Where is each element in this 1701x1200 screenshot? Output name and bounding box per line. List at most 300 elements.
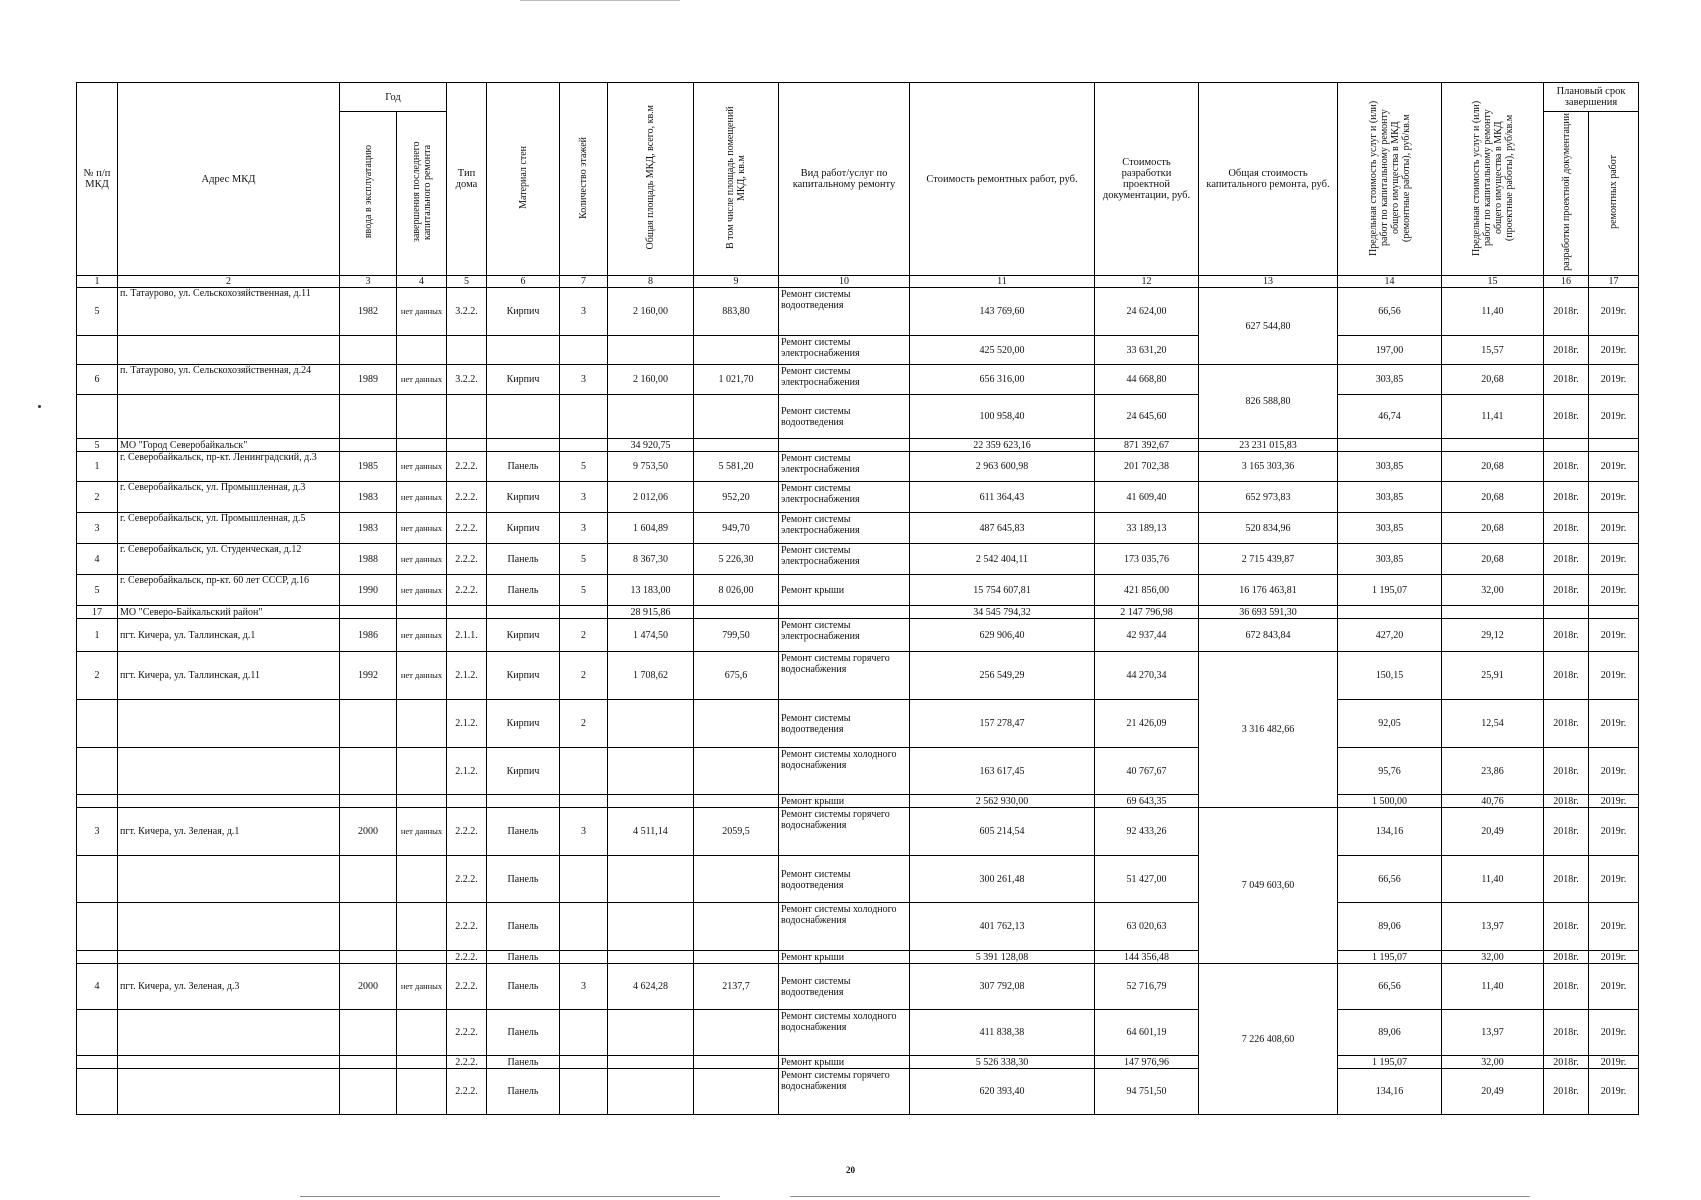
cell-type: 2.2.2. [447,1069,487,1115]
cell-design-cost: 24 624,00 [1095,288,1199,336]
cell-deadline-repair: 2019г. [1589,336,1639,365]
cell-type [447,795,487,808]
cell-premises: 952,20 [694,482,779,513]
cell-limit-repair: 46,74 [1338,395,1442,439]
cell-repair-cost: 411 838,38 [910,1010,1095,1056]
cell-deadline-repair: 2019г. [1589,808,1639,856]
cell-floors [560,903,608,951]
cell-premises [694,1069,779,1115]
cell-repair-cost: 629 906,40 [910,619,1095,652]
cell-area: 2 160,00 [608,365,694,395]
cell-design-cost: 63 020,63 [1095,903,1199,951]
cell-type: 2.2.2. [447,1056,487,1069]
cell-deadline-design: 2018г. [1544,452,1589,482]
cell-year-repair [397,1056,447,1069]
cell-design-cost: 24 645,60 [1095,395,1199,439]
cell-work: Ремонт системы горячего водоснабжения [779,1069,910,1115]
cell-repair-cost: 401 762,13 [910,903,1095,951]
table-row [77,365,1639,395]
cell-repair-cost: 620 393,40 [910,1069,1095,1115]
cell-premises: 949,70 [694,513,779,544]
cell-floors [560,1056,608,1069]
cell-deadline-repair: 2019г. [1589,1010,1639,1056]
cell-deadline-design: 2018г. [1544,652,1589,700]
col-deadline-header: Плановый срок завершения [1544,83,1639,112]
cell-work: Ремонт крыши [779,795,910,808]
cell-num [77,1056,118,1069]
cell-year [340,1056,397,1069]
cell-material: Панель [487,1069,560,1115]
cell-repair-cost: 307 792,08 [910,964,1095,1010]
cell-work: Ремонт крыши [779,1056,910,1069]
col-repair-cost-header: Стоимость ремонтных работ, руб. [910,83,1095,276]
cell-total-cost: 7 226 408,60 [1199,964,1338,1115]
cell-floors: 3 [560,513,608,544]
cell-design-cost: 21 426,09 [1095,700,1199,748]
cell-num: 6 [77,365,118,395]
cell-premises: 8 026,00 [694,575,779,606]
cell-type: 2.2.2. [447,951,487,964]
cell-num [77,951,118,964]
cell-premises [694,903,779,951]
cell-deadline-repair: 2019г. [1589,951,1639,964]
cell-year [340,951,397,964]
cell-type: 2.1.1. [447,619,487,652]
cell-floors [560,748,608,795]
cell-address [118,336,340,365]
cell-type: 2.1.2. [447,652,487,700]
cell-deadline-design: 2018г. [1544,964,1589,1010]
cell-repair-cost: 157 278,47 [910,700,1095,748]
cell-total-cost: 16 176 463,81 [1199,575,1338,606]
cell-repair-cost: 656 316,00 [910,365,1095,395]
cell-work: Ремонт системы холодного водоснабжения [779,1010,910,1056]
cell-area [608,1010,694,1056]
cell-year-repair: нет данных [397,288,447,336]
cell-premises [694,336,779,365]
cell-type: 2.2.2. [447,856,487,903]
cell-num [77,795,118,808]
cell-num: 3 [77,513,118,544]
cell-area: 2 160,00 [608,288,694,336]
cell-num: 5 [77,288,118,336]
col-total-area-header: Общая площадь МКД, всего, кв.м [608,83,694,276]
group-design-cost: 871 392,67 [1095,439,1199,452]
cell-floors [560,951,608,964]
col-number: 17 [1589,276,1639,288]
column-number-row [77,276,1639,288]
cell-address: п. Татаурово, ул. Сельскохозяйственная, д.11 [118,288,340,336]
cell-year-repair: нет данных [397,482,447,513]
cell-area: 4 624,28 [608,964,694,1010]
cell-deadline-design: 2018г. [1544,808,1589,856]
cell-work: Ремонт системы электроснабжения [779,482,910,513]
cell-deadline-repair: 2019г. [1589,856,1639,903]
cell-deadline-repair: 2019г. [1589,544,1639,575]
cell-type: 2.2.2. [447,808,487,856]
cell-type: 2.2.2. [447,903,487,951]
col-deadline-design-header: разработки проектной документации [1544,112,1589,276]
cell-year-repair: нет данных [397,365,447,395]
table-row [77,452,1639,482]
cell-design-cost: 52 716,79 [1095,964,1199,1010]
cell-type: 2.2.2. [447,575,487,606]
cell-floors: 3 [560,288,608,336]
cell-year: 2000 [340,808,397,856]
cell-design-cost: 41 609,40 [1095,482,1199,513]
cell-work: Ремонт системы электроснабжения [779,619,910,652]
cell-limit-design: 32,00 [1442,951,1544,964]
cell-address [118,748,340,795]
cell-address: пгт. Кичера, ул. Зеленая, д.3 [118,964,340,1010]
cell-floors: 3 [560,365,608,395]
cell-type: 2.2.2. [447,452,487,482]
cell-design-cost: 421 856,00 [1095,575,1199,606]
cell-limit-repair: 1 195,07 [1338,951,1442,964]
cell-deadline-design: 2018г. [1544,700,1589,748]
cell-year [340,748,397,795]
col-number: 5 [447,276,487,288]
cell-work: Ремонт системы холодного водоснабжения [779,903,910,951]
group-row-severobaikalsk [77,439,1639,452]
cell-year [340,903,397,951]
cell-num [77,700,118,748]
cell-address: пгт. Кичера, ул. Зеленая, д.1 [118,808,340,856]
cell-type: 2.1.2. [447,748,487,795]
cell-area: 1 474,50 [608,619,694,652]
table-row [77,964,1639,1010]
cell-repair-cost: 2 963 600,98 [910,452,1095,482]
cell-work: Ремонт системы водоотведения [779,395,910,439]
cell-deadline-design: 2018г. [1544,748,1589,795]
cell-deadline-design: 2018г. [1544,395,1589,439]
group-count: 5 [77,439,118,452]
cell-material [487,395,560,439]
cell-year-repair: нет данных [397,652,447,700]
cell-limit-repair: 66,56 [1338,856,1442,903]
cell-deadline-design: 2018г. [1544,619,1589,652]
cell-floors: 3 [560,482,608,513]
cell-repair-cost: 611 364,43 [910,482,1095,513]
col-number: 13 [1199,276,1338,288]
cell-year-repair [397,1069,447,1115]
cell-num: 4 [77,964,118,1010]
cell-deadline-repair: 2019г. [1589,964,1639,1010]
cell-limit-repair: 134,16 [1338,808,1442,856]
cell-year-repair: нет данных [397,619,447,652]
table-row [77,482,1639,513]
table-row [77,619,1639,652]
cell-deadline-design: 2018г. [1544,482,1589,513]
cell-design-cost: 94 751,50 [1095,1069,1199,1115]
group-name: МО "Город Северобайкальск" [118,439,340,452]
cell-limit-design: 29,12 [1442,619,1544,652]
cell-year: 1990 [340,575,397,606]
cell-deadline-design: 2018г. [1544,365,1589,395]
cell-deadline-repair: 2019г. [1589,652,1639,700]
cell-address [118,856,340,903]
cell-year-repair [397,700,447,748]
cell-year [340,336,397,365]
table-row [77,336,1639,365]
col-wall-header: Материал стен [487,83,560,276]
col-work-type-header: Вид работ/услуг по капитальному ремонту [779,83,910,276]
cell-area: 1 604,89 [608,513,694,544]
scan-dot [38,405,41,408]
cell-num [77,903,118,951]
cell-limit-design: 11,40 [1442,964,1544,1010]
cell-address: г. Северобайкальск, ул. Промышленная, д.5 [118,513,340,544]
cell-deadline-repair: 2019г. [1589,365,1639,395]
cell-type: 2.2.2. [447,544,487,575]
cell-premises [694,700,779,748]
repair-register-table [76,82,1639,1115]
cell-year [340,1069,397,1115]
cell-deadline-repair: 2019г. [1589,619,1639,652]
table-row [77,1056,1639,1069]
cell-area [608,395,694,439]
group-row-severo-baikalsky [77,606,1639,619]
cell-limit-design: 12,54 [1442,700,1544,748]
cell-floors [560,1069,608,1115]
cell-premises: 2059,5 [694,808,779,856]
cell-total-cost: 7 049 603,60 [1199,808,1338,964]
cell-area: 2 012,06 [608,482,694,513]
cell-premises: 1 021,70 [694,365,779,395]
cell-num: 3 [77,808,118,856]
cell-limit-repair: 197,00 [1338,336,1442,365]
cell-num [77,1010,118,1056]
cell-design-cost: 92 433,26 [1095,808,1199,856]
cell-num [77,395,118,439]
cell-material: Панель [487,452,560,482]
cell-premises: 5 226,30 [694,544,779,575]
cell-area [608,903,694,951]
cell-address [118,1069,340,1115]
cell-year-repair [397,1010,447,1056]
cell-repair-cost: 5 391 128,08 [910,951,1095,964]
cell-design-cost: 33 189,13 [1095,513,1199,544]
cell-total-cost: 652 973,83 [1199,482,1338,513]
cell-limit-repair: 95,76 [1338,748,1442,795]
cell-design-cost: 201 702,38 [1095,452,1199,482]
cell-limit-design: 15,57 [1442,336,1544,365]
table-row [77,575,1639,606]
cell-design-cost: 44 270,34 [1095,652,1199,700]
cell-material: Панель [487,951,560,964]
cell-design-cost: 69 643,35 [1095,795,1199,808]
cell-type: 2.1.2. [447,700,487,748]
cell-limit-repair: 303,85 [1338,482,1442,513]
cell-material: Кирпич [487,652,560,700]
cell-area [608,700,694,748]
cell-design-cost: 44 668,80 [1095,365,1199,395]
cell-limit-design: 13,97 [1442,903,1544,951]
header-row-1 [77,83,1639,112]
cell-limit-repair: 303,85 [1338,544,1442,575]
cell-year-repair: нет данных [397,452,447,482]
cell-work: Ремонт системы электроснабжения [779,336,910,365]
cell-year: 1989 [340,365,397,395]
cell-work: Ремонт системы электроснабжения [779,365,910,395]
cell-repair-cost: 2 562 930,00 [910,795,1095,808]
table-row [77,288,1639,336]
cell-repair-cost: 163 617,45 [910,748,1095,795]
cell-limit-design: 20,49 [1442,808,1544,856]
cell-limit-repair: 92,05 [1338,700,1442,748]
cell-year-repair [397,951,447,964]
cell-work: Ремонт системы горячего водоснабжения [779,652,910,700]
cell-year [340,1010,397,1056]
cell-repair-cost: 15 754 607,81 [910,575,1095,606]
cell-floors: 2 [560,652,608,700]
cell-floors [560,336,608,365]
cell-area: 4 511,14 [608,808,694,856]
cell-limit-repair: 303,85 [1338,452,1442,482]
cell-deadline-repair: 2019г. [1589,748,1639,795]
cell-address: пгт. Кичера, ул. Таллинская, д.11 [118,652,340,700]
cell-repair-cost: 2 542 404,11 [910,544,1095,575]
col-number: 15 [1442,276,1544,288]
cell-year-repair [397,903,447,951]
cell-area [608,795,694,808]
col-limit-repair-header: Предельная стоимость услуг и (или) работ по капитальному ремонту общего имущества в МКД (ремонтные работы), руб/кв.м [1338,83,1442,276]
cell-material: Кирпич [487,619,560,652]
scan-bottom-line [790,1196,1530,1197]
table-row [77,700,1639,748]
col-design-cost-header: Стоимость разработки проектной документации, руб. [1095,83,1199,276]
cell-deadline-design: 2018г. [1544,513,1589,544]
cell-limit-repair: 1 195,07 [1338,575,1442,606]
cell-repair-cost: 425 520,00 [910,336,1095,365]
cell-material: Кирпич [487,365,560,395]
cell-num [77,1069,118,1115]
cell-floors [560,856,608,903]
cell-repair-cost: 605 214,54 [910,808,1095,856]
group-total-cost: 36 693 591,30 [1199,606,1338,619]
cell-material: Кирпич [487,513,560,544]
cell-deadline-design: 2018г. [1544,575,1589,606]
cell-design-cost: 33 631,20 [1095,336,1199,365]
table-row [77,903,1639,951]
cell-year: 2000 [340,964,397,1010]
page-number: 20 [846,1165,855,1175]
col-number: 2 [118,276,340,288]
cell-total-cost: 672 843,84 [1199,619,1338,652]
cell-deadline-repair: 2019г. [1589,1056,1639,1069]
cell-address: г. Северобайкальск, пр-кт. Ленинградский, д.3 [118,452,340,482]
cell-premises: 883,80 [694,288,779,336]
scan-bottom-line [300,1196,720,1197]
cell-limit-design: 11,40 [1442,288,1544,336]
cell-material: Панель [487,1056,560,1069]
cell-design-cost: 64 601,19 [1095,1010,1199,1056]
cell-limit-design: 11,41 [1442,395,1544,439]
cell-floors: 5 [560,575,608,606]
col-num-header: № п/п МКД [77,83,118,276]
cell-deadline-repair: 2019г. [1589,903,1639,951]
cell-floors [560,795,608,808]
cell-work: Ремонт системы водоотведения [779,700,910,748]
cell-type [447,395,487,439]
cell-year: 1983 [340,513,397,544]
cell-material: Кирпич [487,288,560,336]
cell-area: 8 367,30 [608,544,694,575]
cell-year-repair: нет данных [397,544,447,575]
cell-deadline-design: 2018г. [1544,856,1589,903]
cell-limit-design: 32,00 [1442,575,1544,606]
cell-premises [694,748,779,795]
scan-edge-mark [520,0,680,4]
table-row [77,544,1639,575]
cell-num: 1 [77,452,118,482]
cell-area [608,1069,694,1115]
cell-repair-cost: 143 769,60 [910,288,1095,336]
cell-repair-cost: 256 549,29 [910,652,1095,700]
cell-total-cost: 3 316 482,66 [1199,652,1338,808]
cell-area: 9 753,50 [608,452,694,482]
col-total-cost-header: Общая стоимость капитального ремонта, руб. [1199,83,1338,276]
cell-year-repair: нет данных [397,964,447,1010]
cell-limit-repair: 89,06 [1338,903,1442,951]
cell-num [77,856,118,903]
table-row [77,951,1639,964]
cell-year [340,795,397,808]
cell-address [118,1056,340,1069]
cell-design-cost: 147 976,96 [1095,1056,1199,1069]
cell-material: Кирпич [487,482,560,513]
table-row [77,748,1639,795]
cell-limit-repair: 89,06 [1338,1010,1442,1056]
cell-year-repair [397,795,447,808]
cell-total-cost: 826 588,80 [1199,365,1338,439]
cell-premises: 799,50 [694,619,779,652]
cell-deadline-design: 2018г. [1544,336,1589,365]
col-number: 3 [340,276,397,288]
cell-address: пгт. Кичера, ул. Таллинская, д.1 [118,619,340,652]
cell-material: Кирпич [487,748,560,795]
cell-repair-cost: 300 261,48 [910,856,1095,903]
cell-area [608,336,694,365]
cell-year [340,700,397,748]
cell-year: 1992 [340,652,397,700]
cell-floors [560,395,608,439]
cell-limit-repair: 66,56 [1338,288,1442,336]
cell-design-cost: 173 035,76 [1095,544,1199,575]
cell-deadline-design: 2018г. [1544,288,1589,336]
cell-year-repair [397,336,447,365]
col-limit-design-header: Предельная стоимость услуг и (или) работ по капитальному ремонту общего имущества в МКД (проектные работы), руб/кв.м [1442,83,1544,276]
cell-address [118,395,340,439]
cell-num: 5 [77,575,118,606]
cell-deadline-design: 2018г. [1544,1069,1589,1115]
cell-limit-design: 20,68 [1442,482,1544,513]
cell-premises [694,951,779,964]
cell-premises [694,795,779,808]
cell-year-repair [397,395,447,439]
cell-design-cost: 144 356,48 [1095,951,1199,964]
group-name: МО "Северо-Байкальский район" [118,606,340,619]
cell-deadline-design: 2018г. [1544,1010,1589,1056]
cell-limit-repair: 66,56 [1338,964,1442,1010]
cell-premises [694,856,779,903]
cell-repair-cost: 487 645,83 [910,513,1095,544]
cell-limit-design: 20,49 [1442,1069,1544,1115]
cell-floors: 2 [560,619,608,652]
cell-deadline-repair: 2019г. [1589,513,1639,544]
cell-year [340,395,397,439]
cell-year: 1982 [340,288,397,336]
